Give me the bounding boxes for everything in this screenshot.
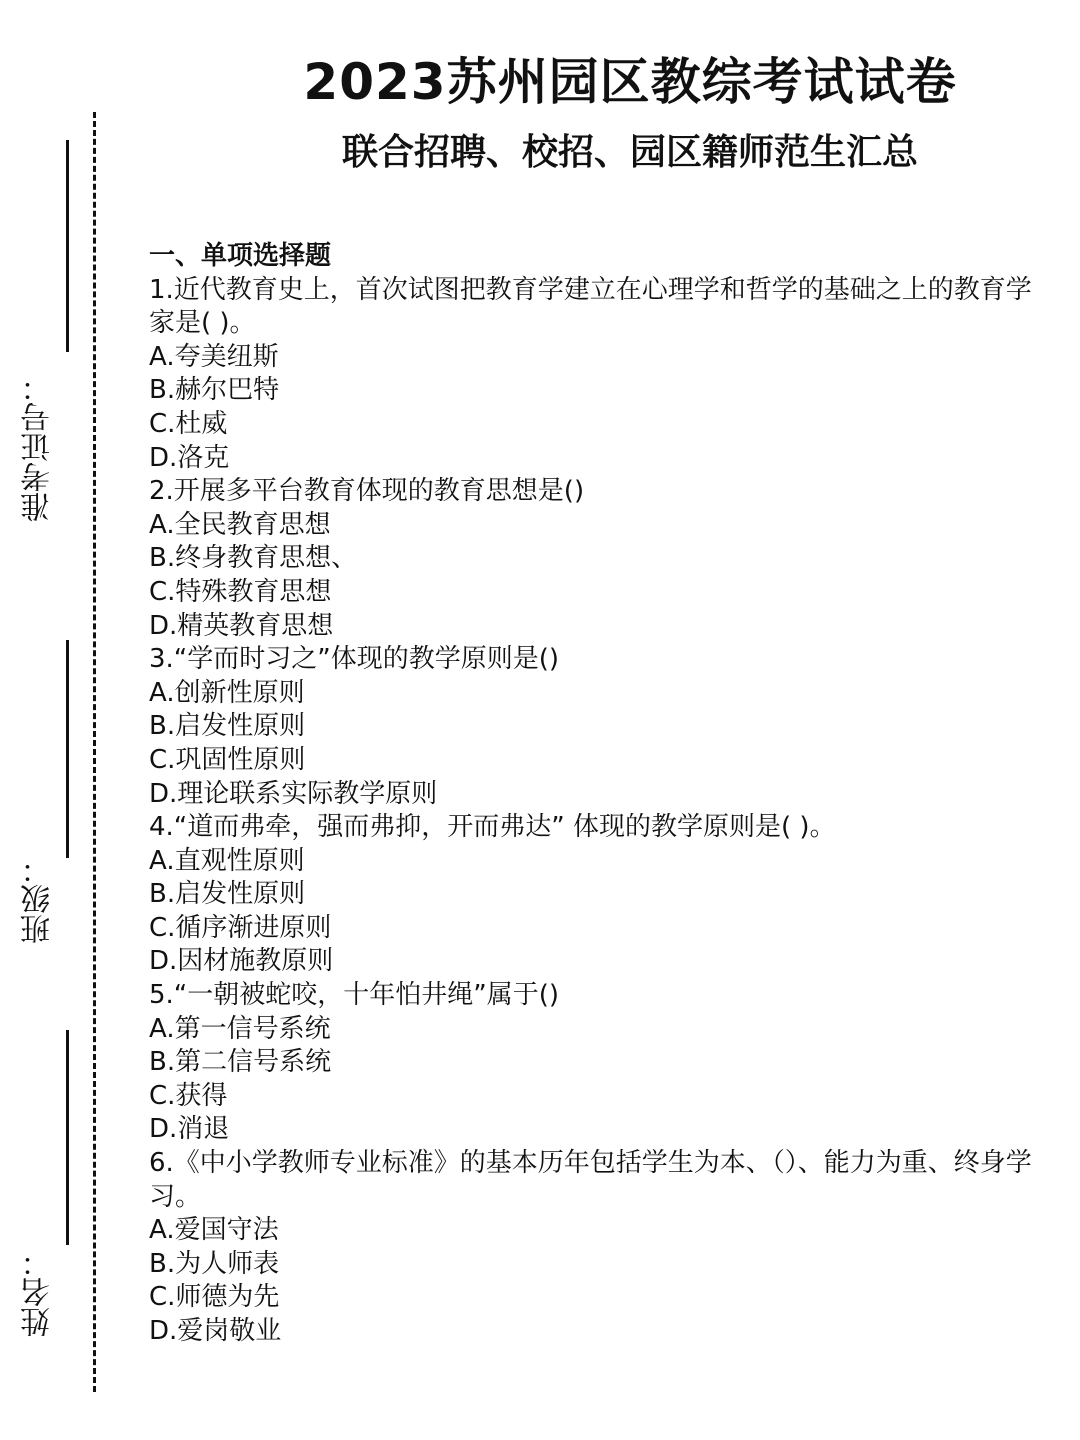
option-d: D.爱岗敬业 bbox=[149, 1316, 282, 1346]
option-a: A.第一信号系统 bbox=[149, 1013, 331, 1044]
class-rule bbox=[66, 640, 69, 858]
option-b: B.第二信号系统 bbox=[149, 1047, 332, 1078]
option-c: C.循序渐进原则 bbox=[149, 912, 332, 943]
question-text: 1.近代教育史上，首次试图把教育学建立在心理学和哲学的基础之上的教育学家是( )。 bbox=[149, 274, 1032, 339]
question-text: 2.开展多平台教育体现的教育思想是() bbox=[149, 476, 585, 507]
option-b: B.赫尔巴特 bbox=[149, 375, 280, 406]
name-label: 姓名： bbox=[21, 1247, 56, 1337]
option-d: D.消退 bbox=[149, 1114, 230, 1145]
question-4 bbox=[149, 811, 1049, 979]
name-rule bbox=[66, 1030, 69, 1245]
option-a: A.夸美纽斯 bbox=[149, 341, 279, 372]
exam-title: 2023苏州园区教综考试试卷 bbox=[303, 53, 957, 111]
option-c: C.杜威 bbox=[149, 408, 228, 439]
section-heading: 一、单项选择题 bbox=[149, 241, 332, 271]
class-label: 班级： bbox=[21, 854, 56, 944]
option-b: B.启发性原则 bbox=[149, 711, 306, 742]
question-text: 4.“道而弗牵，强而弗抑，开而弗达” 体现的教学原则是( )。 bbox=[149, 812, 836, 843]
question-text: 5.“一朝被蛇咬，十年怕井绳”属于() bbox=[149, 980, 560, 1011]
question-text: 6.《中小学教师专业标准》的基本历年包括学生为本、（）、能力为重、终身学习。 bbox=[149, 1148, 1032, 1212]
option-c: C.特殊教育思想 bbox=[149, 576, 332, 607]
exam-subtitle: 联合招聘、校招、园区籍师范生汇总 bbox=[341, 132, 918, 173]
question-6 bbox=[149, 1147, 1049, 1349]
question-5 bbox=[149, 979, 1049, 1147]
question-text: 3.“学而时习之”体现的教学原则是() bbox=[149, 644, 560, 675]
option-c: C.获得 bbox=[149, 1080, 228, 1111]
question-3 bbox=[149, 643, 1049, 811]
exam-id-rule bbox=[66, 140, 69, 352]
binding-dashed-line bbox=[93, 112, 96, 1392]
option-d: D.理论联系实际教学原则 bbox=[149, 778, 438, 809]
question-content bbox=[149, 240, 1049, 1349]
option-a: A.直观性原则 bbox=[149, 845, 305, 876]
option-b: B.启发性原则 bbox=[149, 879, 306, 910]
exam-id-label: 准考证号： bbox=[21, 372, 56, 522]
option-d: D.洛克 bbox=[149, 442, 230, 473]
option-d: D.精英教育思想 bbox=[149, 610, 334, 641]
option-a: A.爱国守法 bbox=[149, 1215, 279, 1246]
question-2 bbox=[149, 475, 1049, 643]
option-b: B.终身教育思想、 bbox=[149, 543, 358, 574]
option-c: C.师德为先 bbox=[149, 1282, 280, 1313]
option-b: B.为人师表 bbox=[149, 1248, 280, 1279]
option-c: C.巩固性原则 bbox=[149, 744, 306, 775]
option-d: D.因材施教原则 bbox=[149, 946, 334, 977]
option-a: A.创新性原则 bbox=[149, 677, 305, 708]
question-1 bbox=[149, 274, 1049, 476]
option-a: A.全民教育思想 bbox=[149, 509, 331, 540]
